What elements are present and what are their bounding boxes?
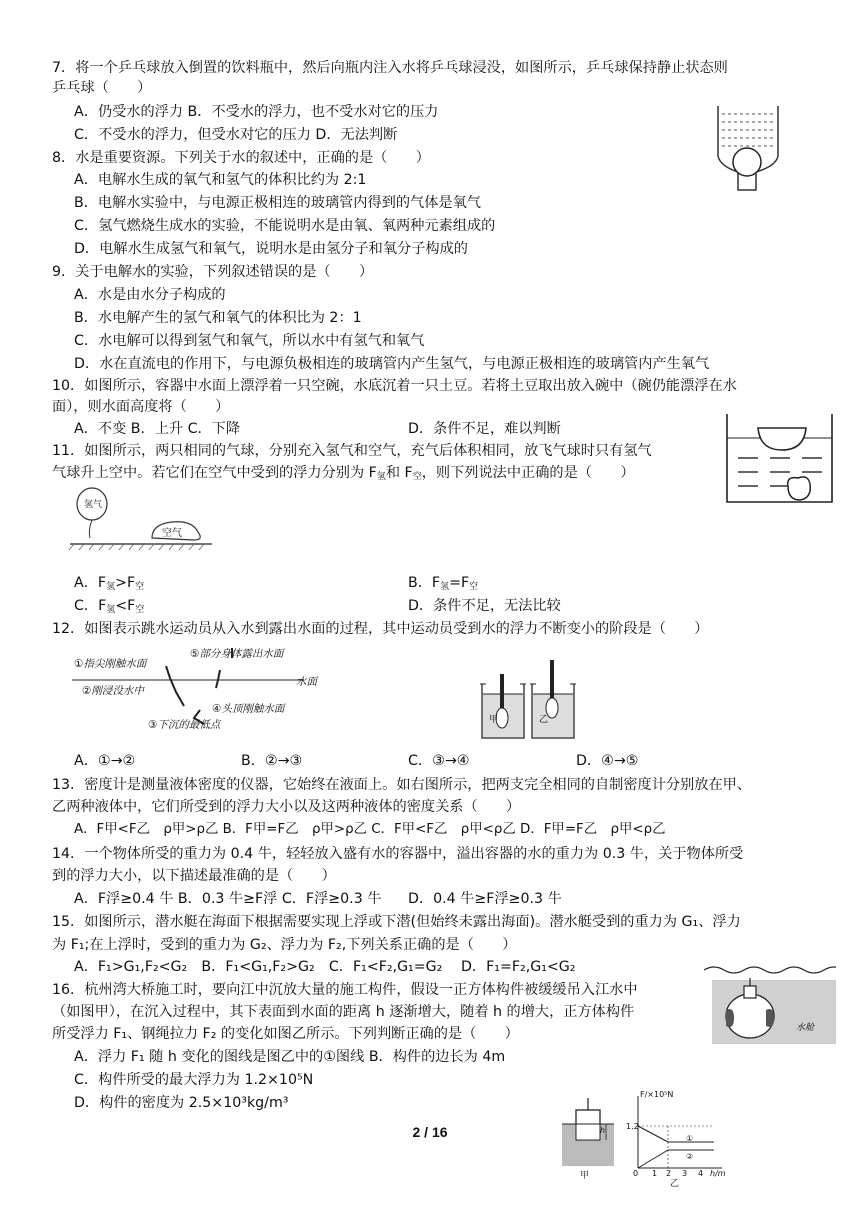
diver-label-1: ①指尖刚触水面	[74, 658, 147, 670]
q16-options-ab: A．浮力 F₁ 随 h 变化的图线是图乙中的①图线 B．构件的边长为 4m	[74, 1049, 506, 1065]
q14-options-abc: A．F浮≥0.4 牛 B．0.3 牛≥F浮 C．F浮≥0.3 牛	[74, 891, 382, 907]
fig-jia-label: 甲	[580, 1171, 590, 1181]
submarine-tank-label: 水舱	[796, 1023, 815, 1033]
diver-label-4: ④头顶刚触水面	[212, 703, 285, 715]
q14-stem-line2: 到的浮力大小，以下描述最准确的是（ ）	[52, 868, 336, 884]
q15-stem-line1: 15．如图所示，潜水艇在海面下根据需要实现上浮或下潜(但始终未露出海面)。潜水艇受到的重力为 G₁、浮力	[52, 914, 741, 930]
q16-fig-jia	[556, 1098, 624, 1184]
q11-option-a: A．$F_氢>F_空$	[74, 575, 145, 592]
q10-stem-line1: 10．如图所示，容器中水面上漂浮着一只空碗，水底沉着一只土豆。若将土豆取出放入碗中（碗仍能漂浮在水	[52, 378, 737, 394]
q9-option-a: A．水是由水分子构成的	[74, 287, 226, 303]
q8-stem: 8．水是重要资源。下列关于水的叙述中，正确的是（ ）	[52, 150, 430, 166]
q12-option-d: D．④→⑤	[576, 753, 639, 769]
q7-options-cd: C．不受水的浮力，但受水对它的压力 D．无法判断	[74, 127, 398, 143]
q9-option-c: C．水电解可以得到氢气和氧气，所以水中有氢气和氧气	[74, 333, 425, 349]
q12-option-c: C．③→④	[408, 753, 470, 769]
q11-option-c: C．$F_氢<F_空$	[74, 598, 145, 615]
graph-line-2-label: ②	[686, 1152, 694, 1161]
q15-submarine-figure	[704, 960, 836, 1044]
q8-option-c: C．氢气燃烧生成水的实验，不能说明水是由氧、氧两种元素组成的	[74, 218, 496, 234]
q12-option-a: A．①→②	[74, 753, 136, 769]
q11-option-b: B．$F_氢=F_空$	[408, 575, 479, 592]
diver-label-5: ⑤部分身体露出水面	[190, 648, 284, 660]
q13-stem-line1: 13．密度计是测量液体密度的仪器，它始终在液面上。如右图所示，把两支完全相同的自制密度计分别放在甲、	[52, 777, 752, 793]
q9-option-b: B．水电解产生的氢气和氧气的体积比为 2：1	[74, 310, 362, 326]
q15-stem-line2: 为 F₁;在上浮时，受到的重力为 G₂、浮力为 F₂,下列关系正确的是（ ）	[52, 937, 517, 953]
q12-diver-figure	[72, 644, 322, 736]
q8-option-b: B．电解水实验中，与电源正极相连的玻璃管内得到的气体是氧气	[74, 195, 481, 211]
q16-stem-line3: 所受浮力 F₁、钢绳拉力 F₂ 的变化如图乙所示。下列判断正确的是（ ）	[52, 1026, 519, 1042]
graph-x-axis-label: h/m	[710, 1169, 726, 1178]
q11-stem-line2: 气球升上空中。若它们在空气中受到的浮力分别为 $F_氢$和 $F_空$，则下列说法中正确的是（ ）	[52, 465, 635, 482]
q11-stem-line1: 11．如图所示，两只相同的气球，分别充入氢气和空气，充气后体积相同，放飞气球时只有氢气	[52, 443, 652, 459]
q7-options-ab: A．仍受水的浮力 B．不受水的浮力，也不受水对它的压力	[74, 104, 439, 120]
graph-line-1-label: ①	[686, 1134, 694, 1143]
q16-stem-line2: （如图甲），在沉入过程中，其下表面到水面的距离 h 逐渐增大，随着 h 的增大，正方体构件	[52, 1004, 635, 1020]
graph-x-tick-0: 0	[633, 1169, 639, 1178]
graph-y-axis-label: F/×10⁵N	[640, 1090, 674, 1099]
q10-options-abc: A．不变 B．上升 C．下降	[74, 421, 241, 437]
q12-stem: 12．如图表示跳水运动员从入水到露出水面的过程，其中运动员受到水的浮力不断变小的阶段是（ ）	[52, 621, 709, 637]
diver-label-3: ③下沉的最低点	[148, 719, 221, 731]
q9-option-d: D．水在直流电的作用下，与电源负极相连的玻璃管内产生氢气，与电源正极相连的玻璃管内产生氧气	[74, 356, 710, 372]
q12-option-b: B．②→③	[241, 753, 303, 769]
q16-option-c: C．构件所受的最大浮力为 1.2×10⁵N	[74, 1072, 314, 1088]
q9-stem: 9．关于电解水的实验，下列叙述错误的是（ ）	[52, 264, 374, 280]
diver-label-2: ②刚浸没水中	[82, 685, 144, 697]
page-number: 2 / 16	[412, 1124, 448, 1140]
q11-balloon-figure	[66, 484, 216, 558]
q11-option-d: D．条件不足，无法比较	[408, 598, 561, 614]
hydrometer-yi-label: 乙	[539, 715, 549, 725]
q14-stem-line1: 14．一个物体所受的重力为 0.4 牛，轻轻放入盛有水的容器中，溢出容器的水的重力为 0.3 牛，关于物体所受	[52, 846, 744, 862]
q16-stem-line1: 16．杭州湾大桥施工时，要向江中沉放大量的施工构件，假设一正方体构件被缓缓吊入江水中	[52, 982, 638, 998]
q8-option-d: D．电解水生成氢气和氧气，说明水是由氢分子和氧分子构成的	[74, 241, 468, 257]
graph-x-tick-3: 3	[682, 1169, 688, 1178]
q16-option-d: D．构件的密度为 2.5×10³kg/m³	[74, 1095, 289, 1111]
graph-x-tick-4: 4	[698, 1169, 704, 1178]
graph-x-tick-2: 2	[666, 1169, 672, 1178]
diver-water-label: 水面	[296, 676, 317, 688]
q7-stem-line2: 乒乓球（ ）	[52, 80, 152, 96]
balloon-hydrogen-label: 氢气	[84, 500, 103, 510]
q14-option-d: D．0.4 牛≥F浮≥0.3 牛	[408, 891, 562, 907]
q10-container-figure	[724, 412, 836, 506]
q15-options: A．F₁>G₁,F₂<G₂ B．F₁<G₁,F₂>G₂ C．F₁<F₂,G₁=G₂ D．F₁=F₂,G₁<G₂	[74, 959, 576, 975]
q13-options: A．F甲<F乙 ρ甲>ρ乙 B．F甲=F乙 ρ甲>ρ乙 C．F甲<F乙 ρ甲<ρ乙 D．F甲=F乙 ρ甲<ρ乙	[74, 822, 666, 837]
q8-option-a: A．电解水生成的氧气和氢气的体积比约为 2:1	[74, 172, 367, 188]
fig-jia-h-label: h	[600, 1126, 606, 1135]
q13-hydrometer-figure	[478, 654, 578, 742]
graph-y-tick: 1.2	[626, 1122, 639, 1131]
q10-stem-line2: 面），则水面高度将（ ）	[52, 399, 230, 415]
balloon-air-label: 空气	[162, 528, 182, 539]
graph-x-tick-1: 1	[652, 1169, 658, 1178]
hydrometer-jia-label: 甲	[489, 715, 499, 725]
fig-yi-label: 乙	[670, 1179, 680, 1189]
q7-bottle-figure	[710, 104, 790, 194]
q7-stem-line1: 7．将一个乒乓球放入倒置的饮料瓶中，然后向瓶内注入水将乒乓球浸没，如图所示，乒乓球保持静止状态则	[52, 60, 728, 76]
q13-stem-line2: 乙两种液体中，它们所受到的浮力大小以及这两种液体的密度关系（ ）	[52, 799, 521, 815]
q10-option-d: D．条件不足，难以判断	[408, 421, 561, 437]
